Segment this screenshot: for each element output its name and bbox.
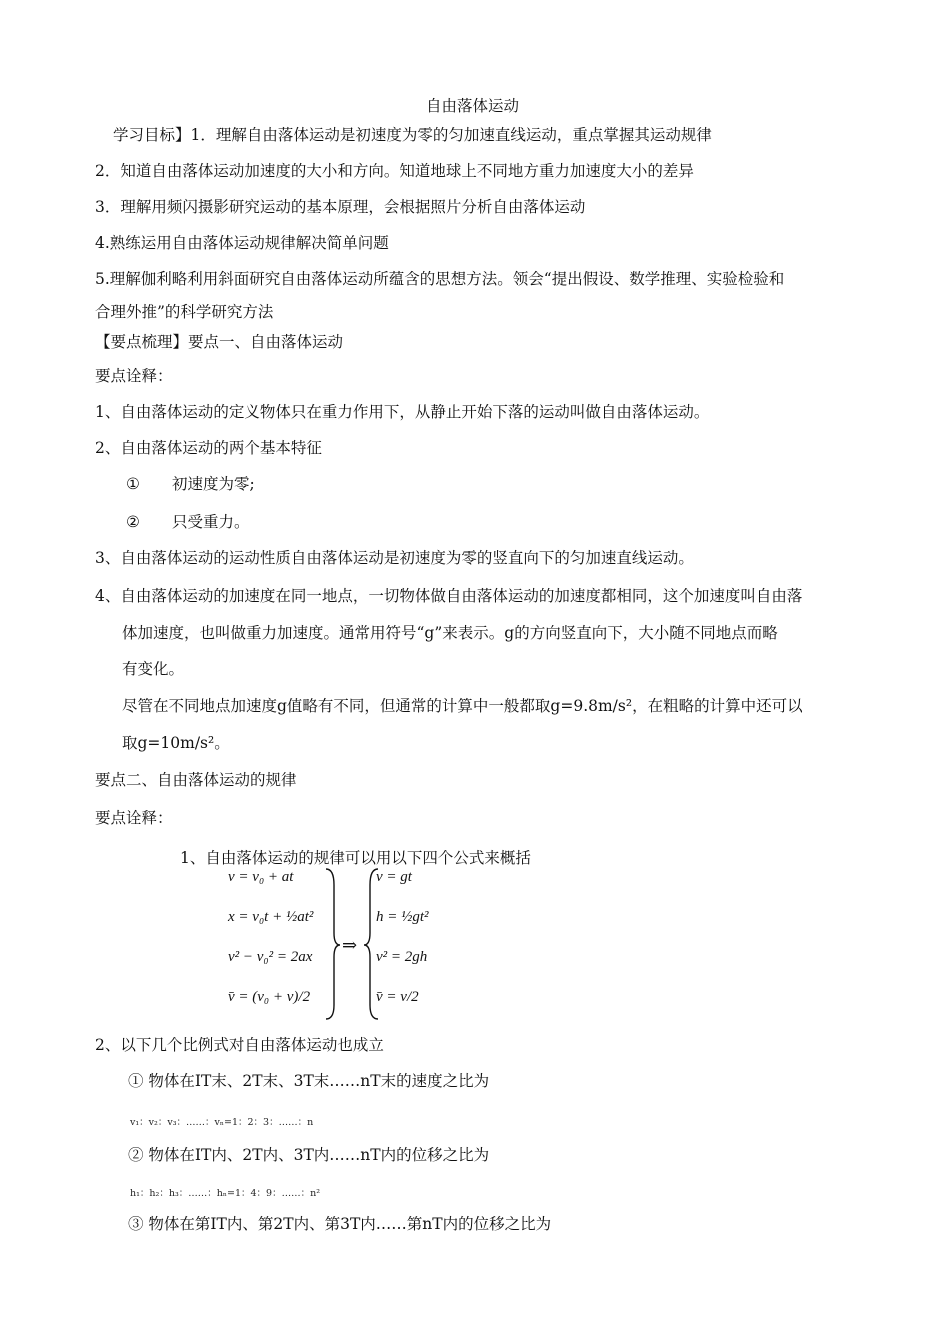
paragraph-4c: 有变化。 xyxy=(122,660,185,678)
formula-left-2: x = v₀t + ½at² xyxy=(228,909,314,925)
formula-right-1: v = gt xyxy=(376,869,412,885)
explanation-label-2: 要点诠释： xyxy=(95,809,173,827)
paragraph-2: 2、自由落体运动的两个基本特征 xyxy=(95,439,322,457)
key-point-two-header: 要点二、自由落体运动的规律 xyxy=(95,771,297,789)
paragraph-4d: 尽管在不同地点加速度g值略有不同，但通常的计算中一般都取g=9.8m/s²，在粗略的计算中还可以 xyxy=(122,697,803,715)
ratio-formula-2: h₁：h₂：h₃：……：hₙ=1：4：9：……：n² xyxy=(130,1188,321,1199)
right-brace xyxy=(326,869,340,1019)
explanation-label-1: 要点诠释： xyxy=(95,367,173,385)
ratio-item-1: ① 物体在IT末、2T末、3T末……nT末的速度之比为 xyxy=(128,1072,490,1090)
ratio-intro: 2、以下几个比例式对自由落体运动也成立 xyxy=(95,1036,384,1054)
ratio-item-3: ③ 物体在第IT内、第2T内、第3T内……第nT内的位移之比为 xyxy=(128,1215,552,1233)
paragraph-4a: 4、自由落体运动的加速度在同一地点，一切物体做自由落体运动的加速度都相同，这个加速度叫自由落 xyxy=(95,587,803,605)
circled-2-text: 只受重力。 xyxy=(172,513,250,531)
goal-line-5b: 合理外推”的科学研究方法 xyxy=(95,303,274,321)
circled-1-text: 初速度为零; xyxy=(172,475,255,493)
document-title: 自由落体运动 xyxy=(426,97,520,115)
paragraph-3: 3、自由落体运动的运动性质自由落体运动是初速度为零的竖直向下的匀加速直线运动。 xyxy=(95,549,694,567)
formula-right-4: v̄ = v/2 xyxy=(376,989,419,1005)
paragraph-4b: 体加速度，也叫做重力加速度。通常用符号“g”来表示。g的方向竖直向下，大小随不同地点而略 xyxy=(122,624,778,642)
implies-arrow: ⇒ xyxy=(342,935,358,956)
circled-1-mark: ① xyxy=(126,475,140,493)
formula-right-2: h = ½gt² xyxy=(376,909,429,925)
formula-left-3: v² − v₀² = 2ax xyxy=(228,949,313,965)
ratio-formula-1: v₁：v₂：v₃：……：vₙ=1：2：3：……：n xyxy=(130,1117,314,1128)
ratio-item-2: ② 物体在IT内、2T内、3T内……nT内的位移之比为 xyxy=(128,1146,490,1164)
paragraph-4e: 取g=10m/s²。 xyxy=(122,734,230,752)
paragraph-1: 1、自由落体运动的定义物体只在重力作用下，从静止开始下落的运动叫做自由落体运动。 xyxy=(95,403,710,421)
goal-line-3: 3．理解用频闪摄影研究运动的基本原理，会根据照片分析自由落体运动 xyxy=(95,198,586,216)
goal-line-1: 学习目标】1．理解自由落体运动是初速度为零的匀加速直线运动，重点掌握其运动规律 xyxy=(113,126,712,144)
formula-left-1: v = v₀ + at xyxy=(228,869,294,885)
key-points-header: 【要点梳理】要点一、自由落体运动 xyxy=(95,333,344,351)
goal-line-5a: 5.理解伽利略利用斜面研究自由落体运动所蕴含的思想方法。领会“提出假设、数学推理、实验检验和 xyxy=(95,270,785,288)
circled-2-mark: ② xyxy=(126,513,140,531)
goal-line-2: 2．知道自由落体运动加速度的大小和方向。知道地球上不同地方重力加速度大小的差异 xyxy=(95,162,694,180)
formula-left-4: v̄ = (v₀ + v)/2 xyxy=(228,989,311,1005)
goal-line-4: 4.熟练运用自由落体运动规律解决简单问题 xyxy=(95,234,389,252)
formula-right-3: v² = 2gh xyxy=(376,949,428,965)
law-intro: 1、自由落体运动的规律可以用以下四个公式来概括 xyxy=(180,849,531,867)
kinematics-formula-image xyxy=(222,865,462,1025)
